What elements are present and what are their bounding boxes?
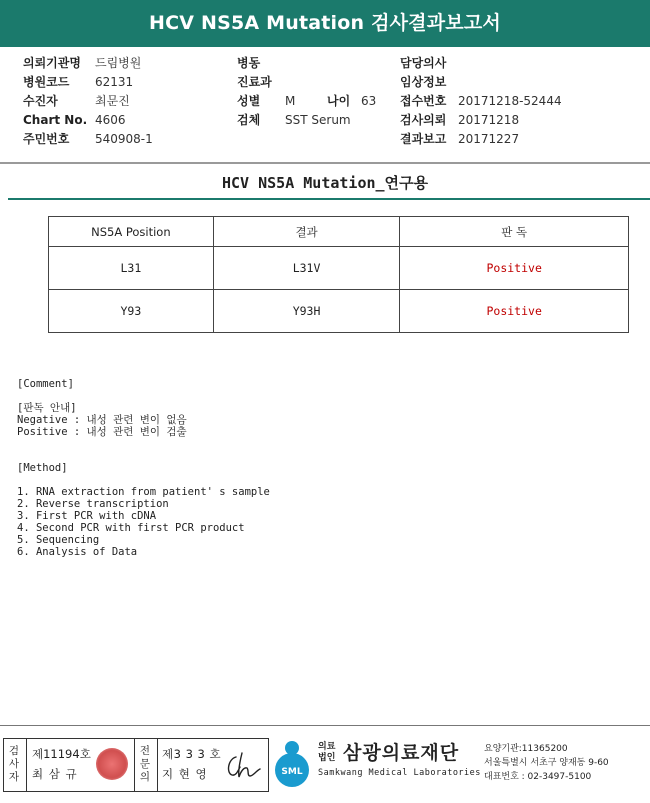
info-value: 20171218	[458, 113, 520, 127]
info-label: 담당의사	[400, 56, 447, 70]
info-value: 20171227	[458, 132, 520, 146]
table-header-row	[49, 217, 629, 247]
header-divider	[0, 162, 650, 164]
info-row	[237, 111, 376, 130]
positive-note: Positive : 내성 관련 변이 검출	[17, 426, 187, 438]
info-value: 드림병원	[95, 56, 142, 70]
info-row	[23, 130, 153, 149]
info-label: 병원코드	[23, 75, 70, 89]
ward-label: 병동	[237, 56, 261, 70]
signature-box	[3, 738, 269, 792]
info-row	[400, 111, 562, 130]
method-heading: [Method]	[17, 462, 68, 474]
info-row	[237, 54, 376, 73]
method-step: 2. Reverse transcription	[17, 498, 169, 510]
specialist-label: 전문의	[139, 745, 151, 783]
method-step: 6. Analysis of Data	[17, 546, 138, 558]
method-step: 3. First PCR with cDNA	[17, 510, 157, 522]
info-label: 수진자	[23, 94, 58, 108]
sex-label: 성별	[237, 94, 261, 108]
info-label: 접수번호	[400, 94, 447, 108]
method-step: 5. Sequencing	[17, 534, 100, 546]
info-column-1	[23, 54, 153, 149]
info-value: 540908-1	[95, 132, 153, 146]
results-table	[48, 216, 629, 333]
info-value: 20171218-52444	[458, 94, 562, 108]
info-row	[400, 92, 562, 111]
info-label: 주민번호	[23, 132, 70, 146]
info-row	[237, 73, 376, 92]
specimen-label: 검체	[237, 113, 261, 127]
info-row	[23, 92, 153, 111]
signature-divider	[157, 739, 158, 791]
info-row	[400, 73, 562, 92]
info-row	[237, 92, 376, 111]
cell-result: Y93H	[213, 290, 400, 333]
logo-text: SML	[281, 767, 303, 777]
method-step: 4. Second PCR with first PCR product	[17, 522, 245, 534]
examiner-name: 최 삼 규	[32, 767, 78, 781]
info-label: 의뢰기관명	[23, 56, 81, 70]
info-row	[400, 130, 562, 149]
cell-result: L31V	[213, 247, 400, 290]
info-label: 검사의뢰	[400, 113, 447, 127]
specimen-value: SST Serum	[285, 113, 351, 127]
handwritten-signature	[222, 749, 262, 783]
corp-type: 의료법인	[318, 742, 336, 763]
report-subtitle: HCV NS5A Mutation_연구용	[221, 174, 429, 192]
sex-value: M	[285, 94, 296, 108]
signature-divider	[134, 739, 135, 791]
specialist-license: 제3 3 3 호	[162, 747, 222, 761]
negative-note: Negative : 내성 관련 변이 없음	[17, 414, 187, 426]
signature-divider	[26, 739, 27, 791]
info-column-2	[237, 54, 376, 130]
age-label: 나이	[327, 94, 351, 108]
corp-phone: 대표번호 : 02-3497-5100	[484, 772, 592, 782]
subtitle-divider	[8, 198, 650, 200]
info-row	[23, 73, 153, 92]
corp-name: 삼광의료재단	[343, 742, 460, 764]
corp-english-name: Samkwang Medical Laboratories	[318, 768, 481, 778]
column-header-interpretation: 판 독	[400, 217, 629, 247]
info-label: 임상정보	[400, 75, 447, 89]
cell-interpretation: Positive	[400, 247, 629, 290]
table-row	[49, 247, 629, 290]
institution-code: 요양기관:11365200	[484, 744, 568, 754]
info-value: 62131	[95, 75, 134, 89]
examiner-label: 검사자	[8, 745, 20, 783]
specialist-name: 지 현 영	[162, 767, 208, 781]
report-title: HCV NS5A Mutation 검사결과보고서	[0, 0, 650, 47]
cell-interpretation: Positive	[400, 290, 629, 333]
examiner-license: 제11194호	[32, 747, 91, 761]
info-label: 결과보고	[400, 132, 447, 146]
info-label: Chart No.	[23, 113, 88, 127]
examiner-seal	[96, 748, 128, 780]
dept-label: 진료과	[237, 75, 272, 89]
guide-heading: [판독 안내]	[17, 402, 77, 414]
cell-position: Y93	[49, 290, 214, 333]
age-value: 63	[361, 94, 377, 108]
column-header-result: 결과	[213, 217, 400, 247]
column-header-position: NS5A Position	[49, 217, 214, 247]
method-step: 1. RNA extraction from patient' s sample	[17, 486, 270, 498]
sml-logo-icon	[270, 738, 314, 788]
info-value: 최문진	[95, 94, 130, 108]
table-row	[49, 290, 629, 333]
info-row	[23, 54, 153, 73]
footer-divider	[0, 725, 650, 726]
cell-position: L31	[49, 247, 214, 290]
info-row	[23, 111, 153, 130]
corp-address: 서울특별시 서초구 양재동 9-60	[484, 758, 609, 768]
comment-heading: [Comment]	[17, 378, 74, 390]
info-row	[400, 54, 562, 73]
info-column-3	[400, 54, 562, 149]
info-value: 4606	[95, 113, 126, 127]
corp-contact	[484, 742, 609, 784]
